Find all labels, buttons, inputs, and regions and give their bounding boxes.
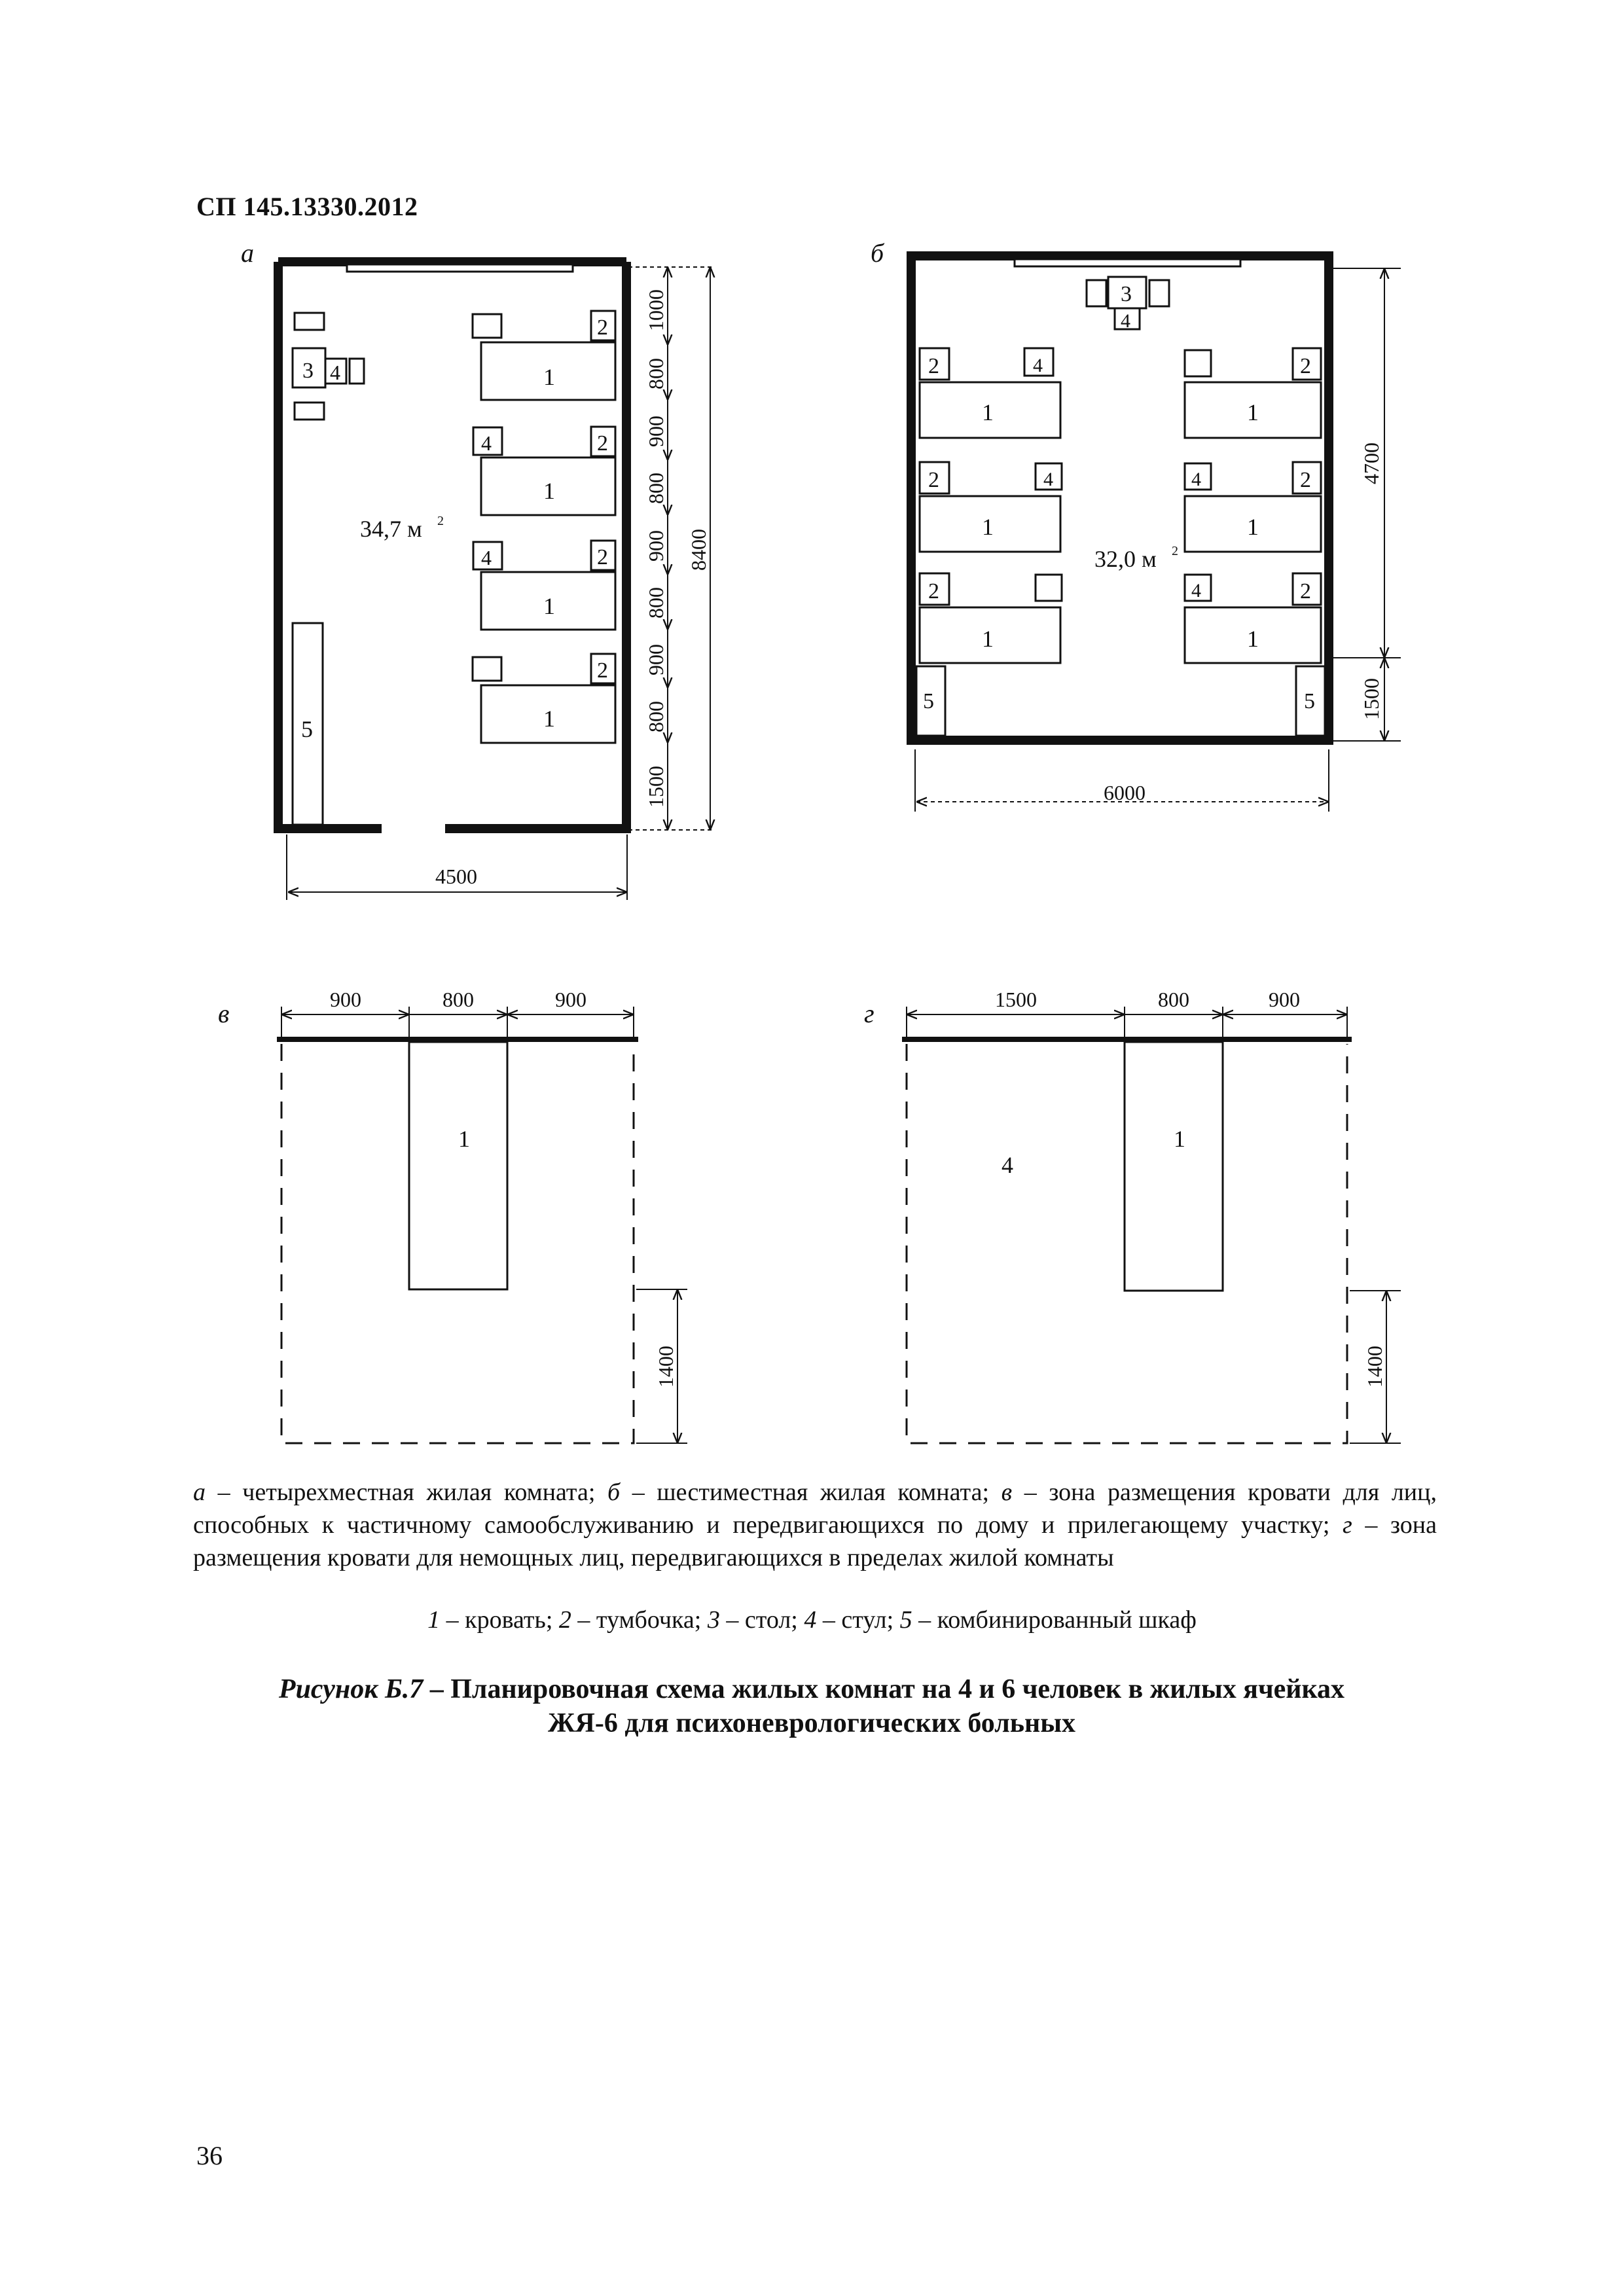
plan-a-bed-2 [473,427,615,515]
svg-text:4700: 4700 [1360,442,1383,484]
svg-text:900: 900 [330,988,361,1011]
plan-g [864,988,1401,1443]
plan-a-window [347,264,573,272]
svg-text:1: 1 [1247,399,1259,425]
plan-b-bed-left-2 [920,462,1062,552]
plan-a-bed-4 [473,654,615,743]
plan-b-bed-left-1 [920,348,1060,438]
svg-text:в: в [218,999,230,1028]
svg-text:800: 800 [644,358,668,389]
plan-a-chair-number: 4 [330,361,340,384]
svg-text:2: 2 [597,545,608,569]
svg-text:4: 4 [1033,355,1043,376]
svg-text:1: 1 [543,364,555,390]
plan-a-wardrobe-number: 5 [301,716,313,742]
svg-text:2: 2 [597,315,608,340]
plan-a-letter: а [241,238,254,268]
svg-text:4500: 4500 [435,865,477,888]
plan-b-area-sup: 2 [1172,544,1178,558]
svg-text:5: 5 [1304,689,1315,713]
plan-b-bed-left-3 [920,573,1062,663]
plan-b-window [1015,259,1240,266]
svg-text:2: 2 [597,658,608,683]
svg-text:2: 2 [1300,354,1311,378]
plan-a-area-sup: 2 [437,514,444,528]
svg-text:4: 4 [1191,469,1201,490]
plan-a-bed-1 [473,311,615,400]
svg-text:4: 4 [1191,580,1201,601]
plan-a-chair-right [350,359,364,384]
plan-a-bed-3 [473,541,615,630]
svg-text:1400: 1400 [654,1346,677,1388]
svg-text:1500: 1500 [995,988,1037,1011]
svg-text:900: 900 [1269,988,1300,1011]
svg-text:1400: 1400 [1363,1346,1386,1388]
svg-text:4: 4 [1043,469,1053,490]
svg-text:2: 2 [928,354,939,378]
plan-a-table-number: 3 [302,359,314,383]
svg-text:900: 900 [644,416,668,447]
svg-text:2: 2 [928,468,939,492]
plan-v-bed [409,1042,507,1289]
svg-text:1500: 1500 [644,766,668,808]
svg-text:2: 2 [1300,468,1311,492]
svg-text:900: 900 [555,988,586,1011]
svg-text:2: 2 [1300,579,1311,603]
svg-text:1: 1 [543,478,555,504]
svg-text:1000: 1000 [644,289,668,331]
svg-text:1500: 1500 [1360,678,1383,720]
page-number: 36 [196,2141,223,2170]
plan-b-letter: б [871,238,884,268]
svg-text:8400: 8400 [687,529,710,571]
plan-a-area: 34,7 м [360,516,422,542]
plan-v [218,988,687,1443]
svg-text:1: 1 [1247,514,1259,540]
svg-text:800: 800 [644,473,668,504]
plan-a-dim-labels [435,289,710,888]
svg-text:2: 2 [928,579,939,603]
plan-g-bed [1125,1042,1223,1291]
plan-g-chair-zone: 4 [1001,1152,1013,1178]
svg-text:г: г [864,999,875,1028]
svg-text:4: 4 [1121,310,1130,332]
svg-text:1: 1 [543,706,555,732]
svg-text:2: 2 [597,431,608,456]
figure-legend: 1 – кровать; 2 – тумбочка; 3 – стол; 4 – стул; 5 – комбинированный шкаф [427,1606,1197,1634]
svg-text:900: 900 [644,644,668,675]
plan-b-area: 32,0 м [1094,546,1157,572]
svg-text:800: 800 [442,988,474,1011]
plan-b-bed-right-2 [1185,462,1321,552]
document-code: СП 145.13330.2012 [196,192,418,221]
svg-text:1: 1 [1247,626,1259,652]
plan-b-bed-right-1 [1185,348,1321,438]
svg-text:6000: 6000 [1104,781,1146,804]
svg-text:1: 1 [543,593,555,619]
svg-text:1: 1 [982,626,994,652]
plan-b-bed-right-3 [1185,573,1321,663]
svg-text:1: 1 [982,399,994,425]
plan-b-chair-right [1149,280,1169,306]
plan-a-chair-top [295,313,324,330]
svg-text:4: 4 [481,431,492,455]
svg-text:1: 1 [1174,1126,1185,1152]
plan-b [871,238,1401,812]
figure-explanation: а – четырехместная жилая комната; б – шестиместная жилая комната; в – зона размещения кровати для лиц, способных к частичному самообслуживанию и передвигающихся по дому и прилегающему участку; г – зона размещения кровати для немощных лиц, передвигающихся в пределах жилой комнаты [193,1479,1437,1571]
svg-text:1: 1 [458,1126,470,1152]
svg-text:5: 5 [923,689,934,713]
plan-b-chair-left [1087,280,1106,306]
figure-title: Рисунок Б.7 – Планировочная схема жилых комнат на 4 и 6 человек в жилых ячейках ЖЯ-6 для психоневрологических больных [278,1674,1345,1738]
svg-text:800: 800 [644,587,668,619]
plan-a-walls [274,262,631,833]
svg-text:1: 1 [982,514,994,540]
plan-a-chair-bottom [295,403,324,420]
svg-text:4: 4 [481,546,492,569]
plan-a [241,238,713,900]
svg-text:900: 900 [644,530,668,562]
svg-text:800: 800 [644,701,668,732]
svg-text:3: 3 [1121,282,1132,306]
svg-text:800: 800 [1158,988,1189,1011]
